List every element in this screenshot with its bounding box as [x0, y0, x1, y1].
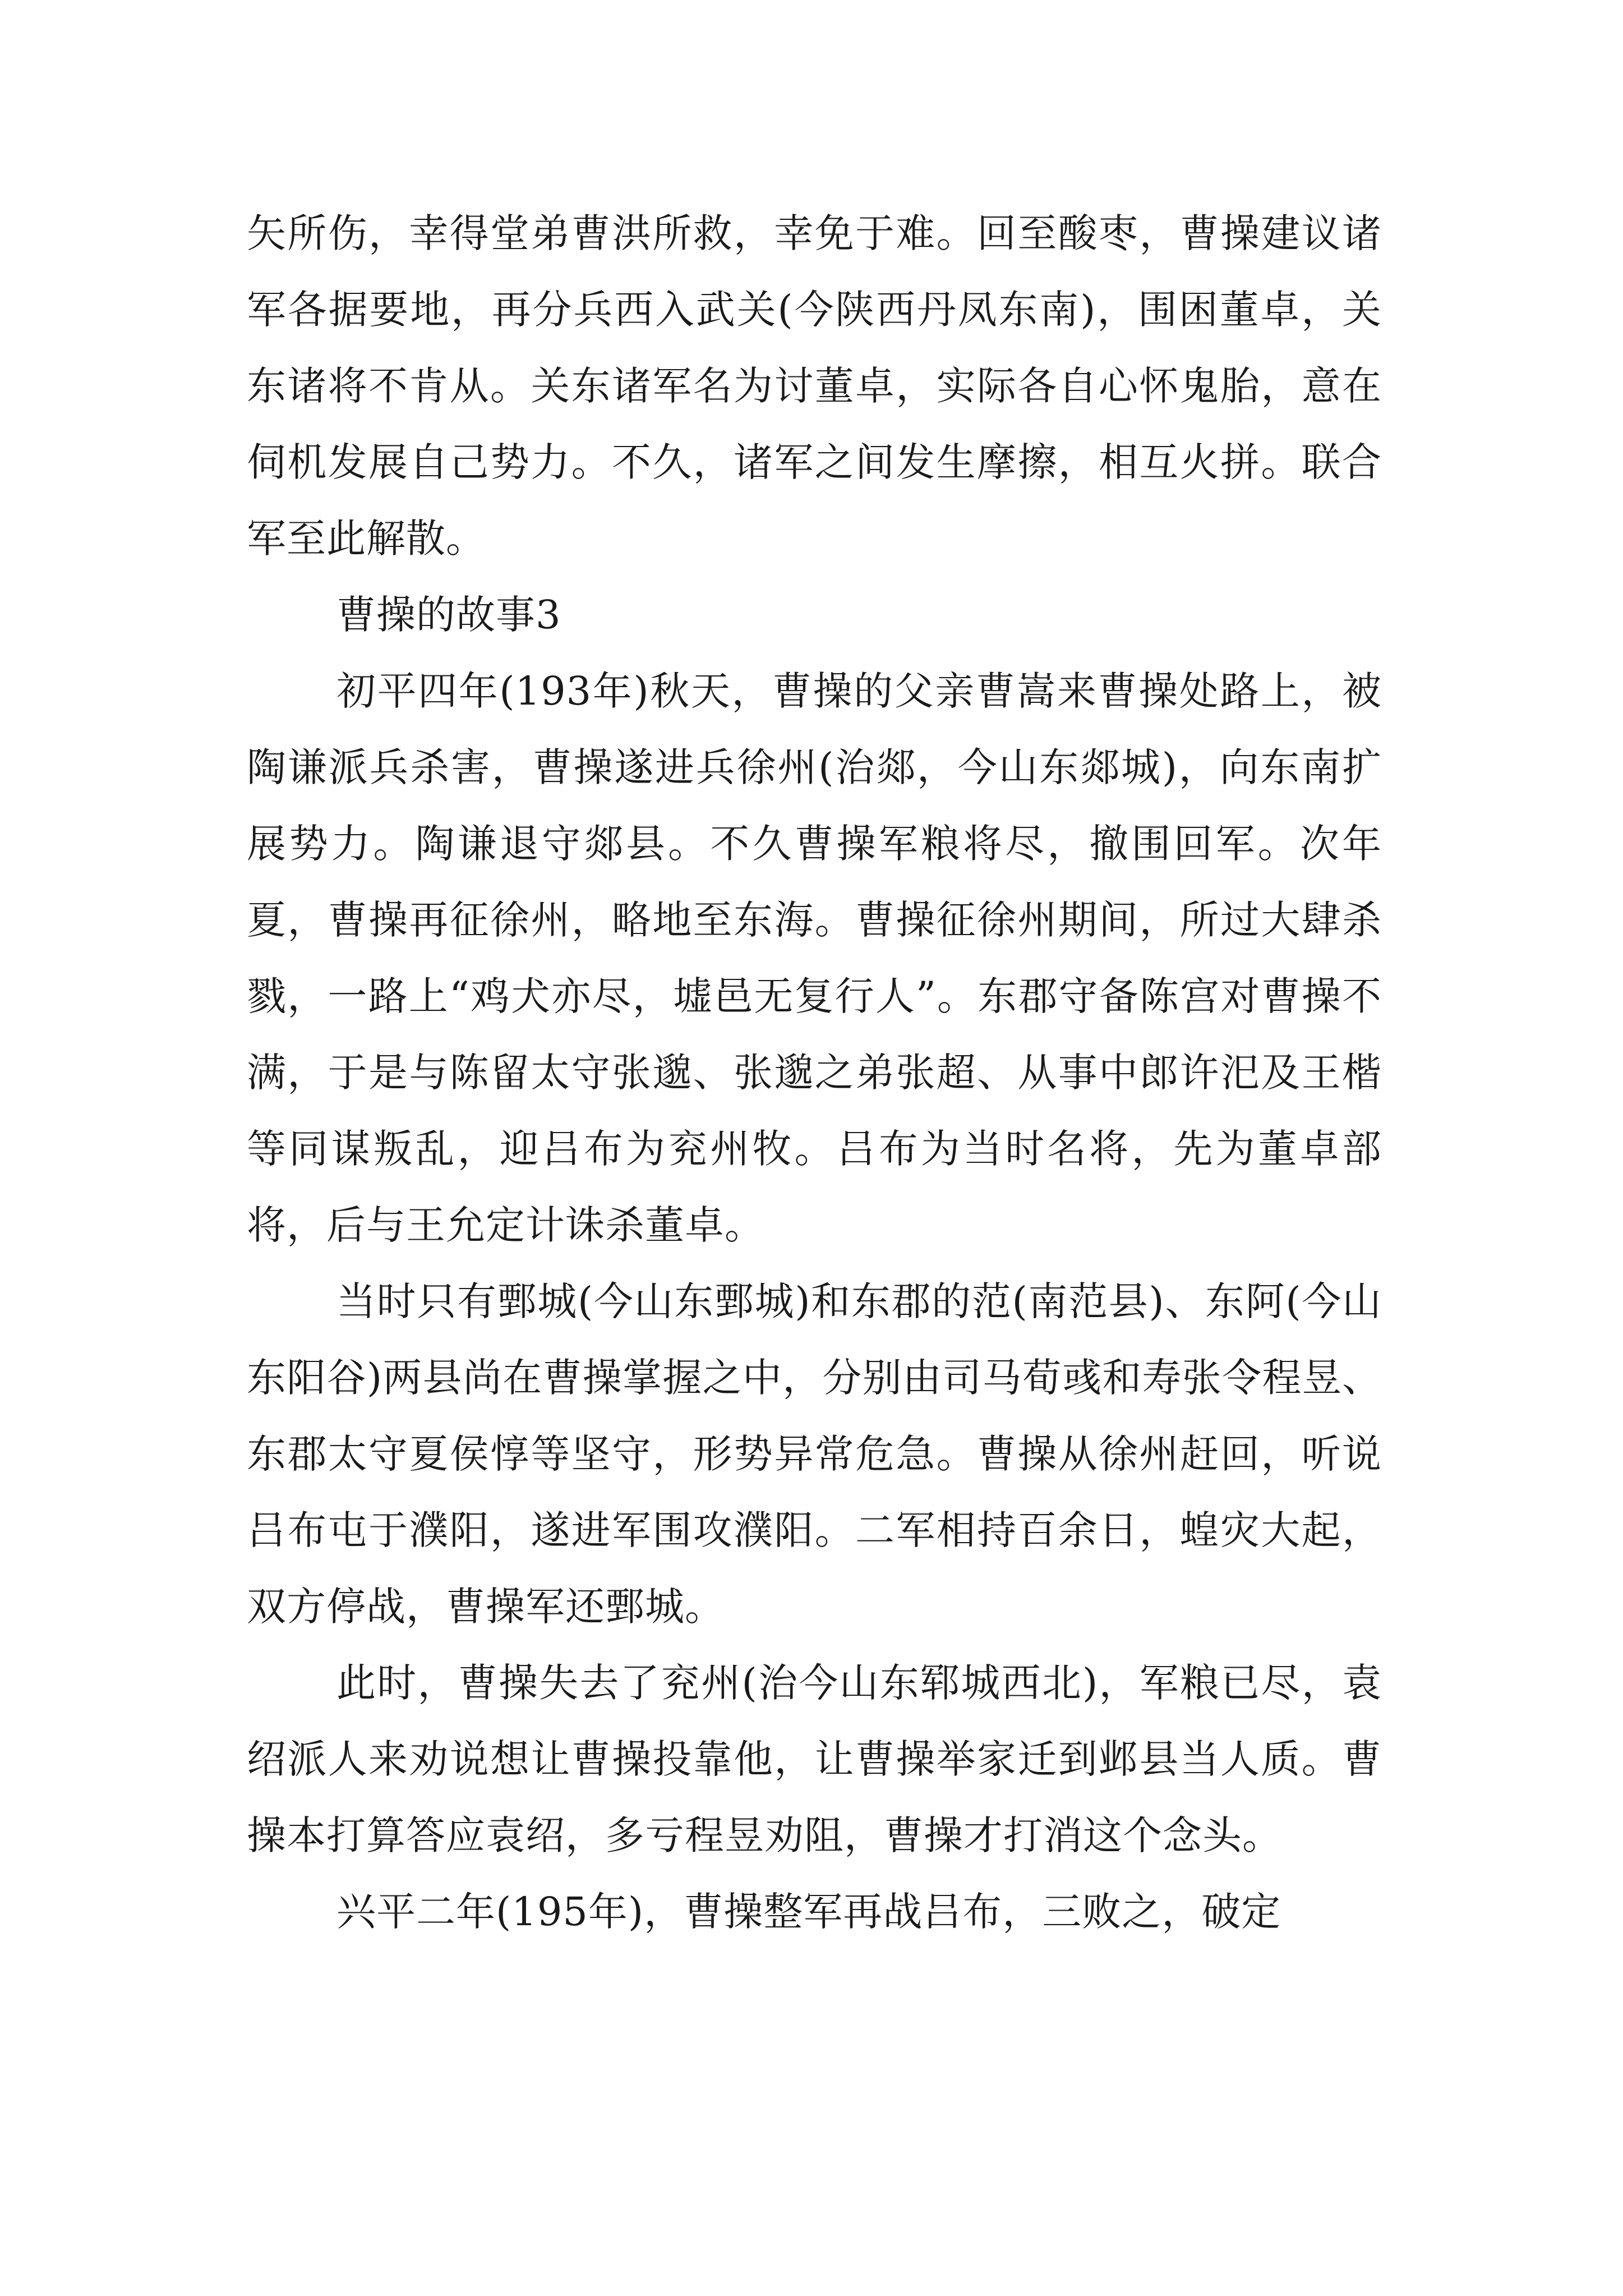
paragraph-body-3: 此时，曹操失去了兖州(治今山东郓城西北)，军粮已尽，袁绍派人来劝说想让曹操投靠他，让曹操举家迁到邺县当人质。曹操本打算答应袁绍，多亏程昱劝阻，曹操才打消这个念头。 — [247, 1660, 1382, 1858]
paragraph-body-2: 当时只有鄄城(今山东鄄城)和东郡的范(南范县)、东阿(今山东阳谷)两县尚在曹操掌握之中，分别由司马荀彧和寿张令程昱、东郡太守夏侯惇等坚守，形势异常危急。曹操从徐州赶回，听说吕布屯于濮阳，遂进军围攻濮阳。二军相持百余日，蝗灾大起，双方停战，曹操军还鄄城。 — [247, 1278, 1382, 1630]
paragraph-body-4: 兴平二年(195年)，曹操整军再战吕布，三败之，破定 — [336, 1889, 1281, 1935]
section-heading: 曹操的故事3 — [336, 592, 561, 638]
paragraph-body-1: 初平四年(193年)秋天，曹操的父亲曹嵩来曹操处路上，被陶谦派兵杀害，曹操遂进兵徐州(治郯，今山东郯城)，向东南扩展势力。陶谦退守郯县。不久曹操军粮将尽，撤围回军。次年夏，曹操再征徐州，略地至东海。曹操征徐州期间，所过大肆杀戮，一路上“鸡犬亦尽，墟邑无复行人”。东郡守备陈宫对曹操不满，于是与陈留太守张邈、张邈之弟张超、从事中郎许汜及王楷等同谋叛乱，迎吕布为兖州牧。吕布为当时名将，先为董卓部将，后与王允定计诛杀董卓。 — [247, 668, 1382, 1248]
paragraph-continuation: 矢所伤，幸得堂弟曹洪所救，幸免于难。回至酸枣，曹操建议诸军各据要地，再分兵西入武关(今陕西丹凤东南)，围困董卓，关东诸将不肯从。关东诸军名为讨董卓，实际各自心怀鬼胎，意在伺机发展自己势力。不久，诸军之间发生摩擦，相互火拼。联合军至此解散。 — [247, 210, 1382, 562]
document-page — [247, 195, 1382, 1950]
